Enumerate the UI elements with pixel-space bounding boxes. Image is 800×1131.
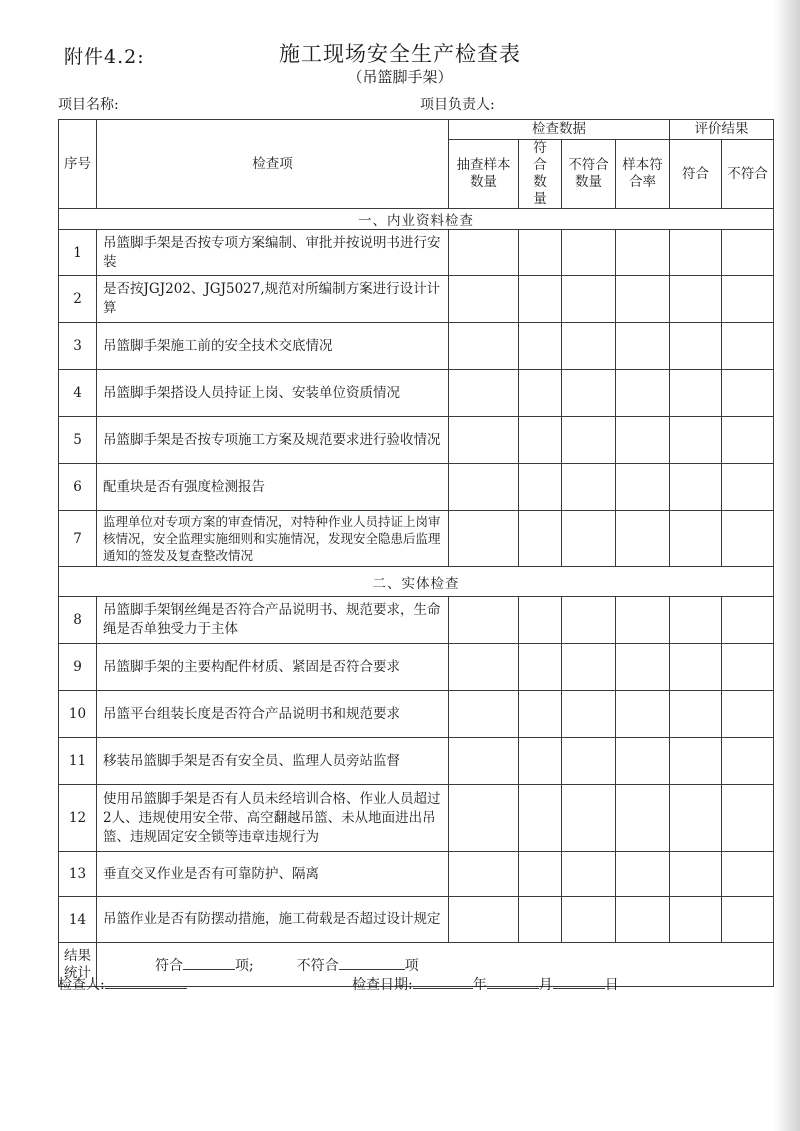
cell-conform-rate[interactable] — [616, 691, 670, 738]
row-number: 8 — [59, 597, 97, 644]
inspector-label: 检查人: — [58, 977, 105, 993]
cell-conform-qty[interactable] — [519, 597, 562, 644]
cell-conform-qty[interactable] — [519, 464, 562, 511]
row-number: 3 — [59, 323, 97, 370]
row-check-item: 垂直交叉作业是否有可靠防护、隔离 — [97, 852, 449, 897]
table-row — [59, 852, 774, 897]
cell-eval-conform[interactable] — [670, 785, 722, 852]
cell-conform-qty[interactable] — [519, 370, 562, 417]
table-row — [59, 597, 774, 644]
table-row — [59, 323, 774, 370]
cell-sample-qty[interactable] — [449, 852, 519, 897]
inspection-table — [58, 119, 774, 987]
document-title: 施工现场安全生产检查表 — [279, 42, 521, 66]
cell-nonconform-qty[interactable] — [562, 323, 616, 370]
cell-conform-qty[interactable] — [519, 417, 562, 464]
cell-conform-rate[interactable] — [616, 417, 670, 464]
project-name-field — [58, 94, 119, 114]
summary-item-unit-2: 项 — [404, 957, 419, 974]
row-number: 10 — [59, 691, 97, 738]
scan-edge-shadow — [774, 0, 800, 1131]
cell-nonconform-qty[interactable] — [562, 691, 616, 738]
project-manager-label: 项目负责人: — [420, 97, 495, 113]
row-check-item: 配重块是否有强度检测报告 — [97, 464, 449, 511]
cell-nonconform-qty[interactable] — [562, 370, 616, 417]
cell-conform-qty[interactable] — [519, 230, 562, 276]
cell-conform-rate[interactable] — [616, 370, 670, 417]
cell-sample-qty[interactable] — [449, 597, 519, 644]
header-check-item: 检查项 — [97, 120, 449, 209]
cell-nonconform-qty[interactable] — [562, 230, 616, 276]
cell-eval-conform[interactable] — [670, 511, 722, 567]
row-number: 12 — [59, 785, 97, 852]
cell-conform-qty[interactable] — [519, 323, 562, 370]
row-check-item: 吊篮作业是否有防摆动措施，施工荷载是否超过设计规定 — [97, 897, 449, 943]
header-conform-rate: 样本符合率 — [616, 140, 670, 209]
cell-conform-qty[interactable] — [519, 785, 562, 852]
summary-conform-label: 符合 — [155, 957, 183, 974]
table-row — [59, 464, 774, 511]
cell-sample-qty[interactable] — [449, 230, 519, 276]
cell-conform-rate[interactable] — [616, 785, 670, 852]
cell-eval-conform[interactable] — [670, 691, 722, 738]
cell-nonconform-qty[interactable] — [562, 644, 616, 691]
date-day-label: 日 — [604, 977, 619, 993]
cell-eval-conform[interactable] — [670, 464, 722, 511]
cell-eval-conform[interactable] — [670, 597, 722, 644]
row-check-item: 吊篮脚手架是否按专项施工方案及规范要求进行验收情况 — [97, 417, 449, 464]
cell-eval-nonconform[interactable] — [722, 464, 774, 511]
cell-eval-conform[interactable] — [670, 230, 722, 276]
row-number: 5 — [59, 417, 97, 464]
table-row — [59, 644, 774, 691]
cell-sample-qty[interactable] — [449, 738, 519, 785]
cell-eval-nonconform[interactable] — [722, 897, 774, 943]
document-subtitle: （吊篮脚手架） — [347, 68, 453, 86]
table-row — [59, 230, 774, 276]
cell-eval-nonconform[interactable] — [722, 417, 774, 464]
cell-sample-qty[interactable] — [449, 897, 519, 943]
project-name-label: 项目名称: — [58, 97, 119, 113]
header-sample-qty: 抽查样本数量 — [449, 140, 519, 209]
cell-eval-nonconform[interactable] — [722, 323, 774, 370]
cell-sample-qty[interactable] — [449, 276, 519, 323]
cell-sample-qty[interactable] — [449, 511, 519, 567]
row-check-item: 移装吊篮脚手架是否有安全员、监理人员旁站监督 — [97, 738, 449, 785]
cell-eval-conform[interactable] — [670, 852, 722, 897]
cell-nonconform-qty[interactable] — [562, 417, 616, 464]
header-evaluation: 评价结果 — [670, 120, 774, 140]
row-check-item: 吊篮脚手架施工前的安全技术交底情况 — [97, 323, 449, 370]
summary-item-unit: 项; — [235, 957, 254, 974]
cell-conform-rate[interactable] — [616, 323, 670, 370]
header-check-data: 检查数据 — [449, 120, 670, 140]
date-label: 检查日期: — [352, 977, 413, 993]
cell-nonconform-qty[interactable] — [562, 597, 616, 644]
summary-conform-count-field[interactable] — [183, 955, 235, 970]
inspection-date-field — [352, 974, 619, 994]
attachment-label: 附件4.2: — [64, 46, 145, 68]
row-check-item: 使用吊篮脚手架是否有人员未经培训合格、作业人员超过2人、违规使用安全带、高空翻越吊篮、未从地面进出吊篮、违规固定安全锁等违章违规行为 — [97, 785, 449, 852]
date-year-label: 年 — [472, 977, 487, 993]
cell-eval-nonconform[interactable] — [722, 785, 774, 852]
cell-conform-qty[interactable] — [519, 691, 562, 738]
cell-conform-rate[interactable] — [616, 897, 670, 943]
header-eval-nonconform: 不符合 — [722, 140, 774, 209]
cell-sample-qty[interactable] — [449, 644, 519, 691]
cell-nonconform-qty[interactable] — [562, 852, 616, 897]
row-number: 9 — [59, 644, 97, 691]
cell-eval-conform[interactable] — [670, 370, 722, 417]
cell-sample-qty[interactable] — [449, 785, 519, 852]
cell-conform-qty[interactable] — [519, 276, 562, 323]
table-row — [59, 276, 774, 323]
cell-eval-nonconform[interactable] — [722, 370, 774, 417]
date-day-line[interactable] — [553, 974, 605, 989]
cell-sample-qty[interactable] — [449, 323, 519, 370]
row-check-item: 是否按JGJ202、JGJ5027,规范对所编制方案进行设计计算 — [97, 276, 449, 323]
cell-nonconform-qty[interactable] — [562, 897, 616, 943]
cell-conform-qty[interactable] — [519, 897, 562, 943]
cell-sample-qty[interactable] — [449, 464, 519, 511]
header-conform-qty: 符合数量 — [519, 140, 562, 209]
header-nonconform-qty: 不符合数量 — [562, 140, 616, 209]
row-number: 7 — [59, 511, 97, 567]
cell-eval-nonconform[interactable] — [722, 852, 774, 897]
row-check-item: 监理单位对专项方案的审查情况，对特种作业人员持证上岗审核情况，安全监理实施细则和实施情况，发现安全隐患后监理通知的签发及复查整改情况 — [97, 511, 449, 567]
table-row — [59, 691, 774, 738]
cell-conform-rate[interactable] — [616, 276, 670, 323]
date-year-line[interactable] — [413, 974, 473, 989]
summary-nonconform-count-field[interactable] — [339, 955, 405, 970]
cell-nonconform-qty[interactable] — [562, 785, 616, 852]
header-seq: 序号 — [59, 120, 97, 209]
cell-nonconform-qty[interactable] — [562, 464, 616, 511]
row-check-item: 吊篮脚手架钢丝绳是否符合产品说明书、规范要求，生命绳是否单独受力于主体 — [97, 597, 449, 644]
cell-conform-rate[interactable] — [616, 738, 670, 785]
cell-conform-rate[interactable] — [616, 852, 670, 897]
cell-eval-nonconform[interactable] — [722, 511, 774, 567]
inspector-signature-line[interactable] — [105, 974, 187, 989]
row-number: 4 — [59, 370, 97, 417]
table-row — [59, 785, 774, 852]
table-row — [59, 417, 774, 464]
cell-conform-rate[interactable] — [616, 464, 670, 511]
table-row — [59, 897, 774, 943]
row-check-item: 吊篮脚手架搭设人员持证上岗、安装单位资质情况 — [97, 370, 449, 417]
row-check-item: 吊篮脚手架是否按专项方案编制、审批并按说明书进行安装 — [97, 230, 449, 276]
cell-conform-qty[interactable] — [519, 738, 562, 785]
cell-eval-nonconform[interactable] — [722, 276, 774, 323]
date-month-line[interactable] — [487, 974, 539, 989]
cell-eval-conform[interactable] — [670, 417, 722, 464]
cell-conform-rate[interactable] — [616, 644, 670, 691]
table-row — [59, 738, 774, 785]
summary-label: 结果统计 — [59, 943, 97, 987]
cell-conform-rate[interactable] — [616, 230, 670, 276]
row-number: 2 — [59, 276, 97, 323]
summary-nonconform-label: 不符合 — [296, 957, 339, 974]
cell-conform-qty[interactable] — [519, 644, 562, 691]
cell-eval-nonconform[interactable] — [722, 644, 774, 691]
row-check-item: 吊篮脚手架的主要构配件材质、紧固是否符合要求 — [97, 644, 449, 691]
row-number: 1 — [59, 230, 97, 276]
cell-eval-conform[interactable] — [670, 738, 722, 785]
cell-nonconform-qty[interactable] — [562, 511, 616, 567]
row-number: 11 — [59, 738, 97, 785]
cell-nonconform-qty[interactable] — [562, 276, 616, 323]
cell-eval-conform[interactable] — [670, 897, 722, 943]
row-number: 14 — [59, 897, 97, 943]
cell-eval-conform[interactable] — [670, 323, 722, 370]
section-physical-check: 二、实体检查 — [59, 567, 774, 597]
row-number: 6 — [59, 464, 97, 511]
table-row — [59, 370, 774, 417]
cell-conform-rate[interactable] — [616, 597, 670, 644]
cell-nonconform-qty[interactable] — [562, 738, 616, 785]
cell-eval-conform[interactable] — [670, 276, 722, 323]
inspector-field — [58, 974, 187, 994]
cell-conform-qty[interactable] — [519, 852, 562, 897]
cell-eval-nonconform[interactable] — [722, 738, 774, 785]
cell-eval-nonconform[interactable] — [722, 691, 774, 738]
row-check-item: 吊篮平台组装长度是否符合产品说明书和规范要求 — [97, 691, 449, 738]
table-row — [59, 511, 774, 567]
header-eval-conform: 符合 — [670, 140, 722, 209]
cell-eval-nonconform[interactable] — [722, 597, 774, 644]
section-document-check: 一、内业资料检查 — [59, 209, 774, 230]
date-month-label: 月 — [538, 977, 553, 993]
cell-sample-qty[interactable] — [449, 370, 519, 417]
project-manager-field — [420, 94, 495, 114]
cell-sample-qty[interactable] — [449, 691, 519, 738]
cell-eval-conform[interactable] — [670, 644, 722, 691]
cell-conform-qty[interactable] — [519, 511, 562, 567]
row-number: 13 — [59, 852, 97, 897]
cell-eval-nonconform[interactable] — [722, 230, 774, 276]
cell-sample-qty[interactable] — [449, 417, 519, 464]
cell-conform-rate[interactable] — [616, 511, 670, 567]
